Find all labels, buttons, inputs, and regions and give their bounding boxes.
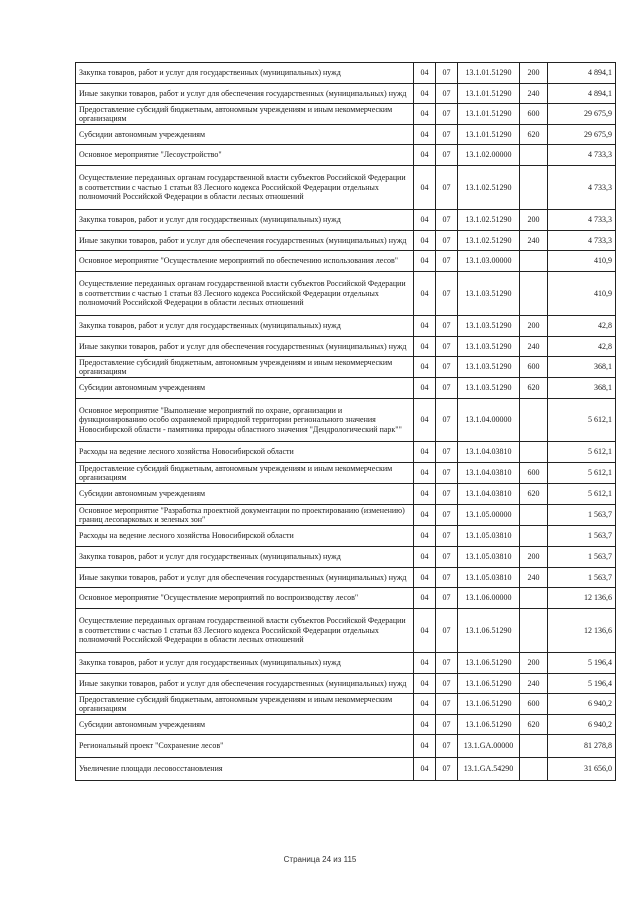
- section-code-cell: 04: [414, 104, 436, 125]
- expense-type-cell: 240: [520, 674, 548, 694]
- table-row: [76, 231, 616, 251]
- expense-name-cell: Закупка товаров, работ и услуг для государственных (муниципальных) нужд: [76, 210, 414, 231]
- expense-name-cell: Закупка товаров, работ и услуг для государственных (муниципальных) нужд: [76, 316, 414, 337]
- subsection-code-cell: 07: [436, 674, 458, 694]
- subsection-code-cell: 07: [436, 694, 458, 715]
- expense-type-cell: [520, 735, 548, 758]
- subsection-code-cell: 07: [436, 125, 458, 145]
- expense-type-cell: 600: [520, 463, 548, 484]
- target-article-cell: 13.1.01.51290: [458, 125, 520, 145]
- target-article-cell: 13.1.GA.00000: [458, 735, 520, 758]
- subsection-code-cell: 07: [436, 568, 458, 588]
- expense-name-cell: Иные закупки товаров, работ и услуг для обеспечения государственных (муниципальных) нужд: [76, 674, 414, 694]
- section-code-cell: 04: [414, 166, 436, 210]
- table-row: [76, 653, 616, 674]
- expense-type-cell: 200: [520, 653, 548, 674]
- section-code-cell: 04: [414, 442, 436, 463]
- target-article-cell: 13.1.05.00000: [458, 505, 520, 526]
- table-row: [76, 63, 616, 84]
- table-row: [76, 125, 616, 145]
- expense-name-cell: Закупка товаров, работ и услуг для государственных (муниципальных) нужд: [76, 547, 414, 568]
- expense-name-cell: Осуществление переданных органам государственной власти субъектов Российской Федерации в соответствии с частью 1 статьи 83 Лесного кодекса Российской Федерации отдельных полномочий Российской Федерации в области лесных отношений: [76, 166, 414, 210]
- amount-cell: 29 675,9: [548, 125, 616, 145]
- amount-cell: 42,8: [548, 337, 616, 357]
- expense-type-cell: 200: [520, 316, 548, 337]
- section-code-cell: 04: [414, 316, 436, 337]
- amount-cell: 42,8: [548, 316, 616, 337]
- expense-type-cell: [520, 166, 548, 210]
- expense-name-cell: Иные закупки товаров, работ и услуг для обеспечения государственных (муниципальных) нужд: [76, 231, 414, 251]
- section-code-cell: 04: [414, 653, 436, 674]
- section-code-cell: 04: [414, 210, 436, 231]
- section-code-cell: 04: [414, 125, 436, 145]
- table-row: [76, 210, 616, 231]
- subsection-code-cell: 07: [436, 337, 458, 357]
- subsection-code-cell: 07: [436, 758, 458, 781]
- expense-type-cell: 200: [520, 210, 548, 231]
- amount-cell: 4 733,3: [548, 166, 616, 210]
- table-row: [76, 145, 616, 166]
- expense-name-cell: Предоставление субсидий бюджетным, автономным учреждениям и иным некоммерческим организациям: [76, 463, 414, 484]
- section-code-cell: 04: [414, 337, 436, 357]
- expense-type-cell: 620: [520, 125, 548, 145]
- target-article-cell: 13.1.GA.54290: [458, 758, 520, 781]
- table-row: [76, 715, 616, 735]
- target-article-cell: 13.1.02.00000: [458, 145, 520, 166]
- amount-cell: 6 940,2: [548, 715, 616, 735]
- subsection-code-cell: 07: [436, 84, 458, 104]
- expense-name-cell: Субсидии автономным учреждениям: [76, 484, 414, 505]
- subsection-code-cell: 07: [436, 63, 458, 84]
- table-row: [76, 588, 616, 609]
- expense-name-cell: Основное мероприятие "Разработка проектной документации по проектированию (изменению) границ лесопарковых и зеленых зон": [76, 505, 414, 526]
- target-article-cell: 13.1.01.51290: [458, 63, 520, 84]
- amount-cell: 1 563,7: [548, 547, 616, 568]
- target-article-cell: 13.1.06.51290: [458, 609, 520, 653]
- subsection-code-cell: 07: [436, 166, 458, 210]
- section-code-cell: 04: [414, 251, 436, 272]
- amount-cell: 29 675,9: [548, 104, 616, 125]
- subsection-code-cell: 07: [436, 272, 458, 316]
- subsection-code-cell: 07: [436, 210, 458, 231]
- amount-cell: 5 612,1: [548, 399, 616, 442]
- subsection-code-cell: 07: [436, 526, 458, 547]
- expense-type-cell: 600: [520, 357, 548, 378]
- section-code-cell: 04: [414, 505, 436, 526]
- expense-type-cell: 240: [520, 231, 548, 251]
- expense-type-cell: 240: [520, 84, 548, 104]
- section-code-cell: 04: [414, 63, 436, 84]
- amount-cell: 4 733,3: [548, 231, 616, 251]
- amount-cell: 368,1: [548, 357, 616, 378]
- table-row: [76, 674, 616, 694]
- subsection-code-cell: 07: [436, 104, 458, 125]
- expense-type-cell: [520, 399, 548, 442]
- table-row: [76, 104, 616, 125]
- table-row: [76, 166, 616, 210]
- expense-name-cell: Иные закупки товаров, работ и услуг для обеспечения государственных (муниципальных) нужд: [76, 568, 414, 588]
- expense-name-cell: Осуществление переданных органам государственной власти субъектов Российской Федерации в соответствии с частью 1 статьи 83 Лесного кодекса Российской Федерации отдельных полномочий Российской Федерации в области лесных отношений: [76, 272, 414, 316]
- expense-type-cell: [520, 758, 548, 781]
- subsection-code-cell: 07: [436, 653, 458, 674]
- target-article-cell: 13.1.05.03810: [458, 526, 520, 547]
- budget-table-body: [76, 63, 616, 781]
- target-article-cell: 13.1.03.51290: [458, 337, 520, 357]
- target-article-cell: 13.1.03.51290: [458, 378, 520, 399]
- subsection-code-cell: 07: [436, 251, 458, 272]
- expense-name-cell: Расходы на ведение лесного хозяйства Новосибирской области: [76, 442, 414, 463]
- target-article-cell: 13.1.02.51290: [458, 231, 520, 251]
- subsection-code-cell: 07: [436, 463, 458, 484]
- section-code-cell: 04: [414, 588, 436, 609]
- section-code-cell: 04: [414, 526, 436, 547]
- expense-type-cell: [520, 526, 548, 547]
- subsection-code-cell: 07: [436, 316, 458, 337]
- subsection-code-cell: 07: [436, 588, 458, 609]
- expense-name-cell: Увеличение площади лесовосстановления: [76, 758, 414, 781]
- target-article-cell: 13.1.04.03810: [458, 463, 520, 484]
- amount-cell: 1 563,7: [548, 568, 616, 588]
- table-row: [76, 568, 616, 588]
- expense-name-cell: Закупка товаров, работ и услуг для государственных (муниципальных) нужд: [76, 653, 414, 674]
- target-article-cell: 13.1.06.51290: [458, 694, 520, 715]
- table-row: [76, 442, 616, 463]
- expense-type-cell: 620: [520, 484, 548, 505]
- table-row: [76, 251, 616, 272]
- target-article-cell: 13.1.03.51290: [458, 316, 520, 337]
- section-code-cell: 04: [414, 378, 436, 399]
- page-number: Страница 24 из 115: [283, 855, 357, 864]
- table-row: [76, 84, 616, 104]
- subsection-code-cell: 07: [436, 609, 458, 653]
- amount-cell: 6 940,2: [548, 694, 616, 715]
- target-article-cell: 13.1.04.03810: [458, 484, 520, 505]
- amount-cell: 5 612,1: [548, 442, 616, 463]
- subsection-code-cell: 07: [436, 715, 458, 735]
- subsection-code-cell: 07: [436, 145, 458, 166]
- target-article-cell: 13.1.03.00000: [458, 251, 520, 272]
- amount-cell: 5 612,1: [548, 463, 616, 484]
- subsection-code-cell: 07: [436, 484, 458, 505]
- target-article-cell: 13.1.06.51290: [458, 715, 520, 735]
- expense-name-cell: Основное мероприятие "Лесоустройство": [76, 145, 414, 166]
- expense-name-cell: Основное мероприятие "Осуществление мероприятий по обеспечению использования лесов": [76, 251, 414, 272]
- amount-cell: 5 196,4: [548, 674, 616, 694]
- table-row: [76, 463, 616, 484]
- subsection-code-cell: 07: [436, 231, 458, 251]
- target-article-cell: 13.1.02.51290: [458, 166, 520, 210]
- expense-name-cell: Предоставление субсидий бюджетным, автономным учреждениям и иным некоммерческим организациям: [76, 694, 414, 715]
- amount-cell: 4 894,1: [548, 84, 616, 104]
- amount-cell: 12 136,6: [548, 588, 616, 609]
- target-article-cell: 13.1.05.03810: [458, 568, 520, 588]
- expense-type-cell: 240: [520, 337, 548, 357]
- section-code-cell: 04: [414, 231, 436, 251]
- amount-cell: 4 733,3: [548, 210, 616, 231]
- expense-type-cell: 200: [520, 547, 548, 568]
- target-article-cell: 13.1.01.51290: [458, 104, 520, 125]
- section-code-cell: 04: [414, 484, 436, 505]
- target-article-cell: 13.1.03.51290: [458, 272, 520, 316]
- subsection-code-cell: 07: [436, 357, 458, 378]
- target-article-cell: 13.1.05.03810: [458, 547, 520, 568]
- section-code-cell: 04: [414, 272, 436, 316]
- expense-type-cell: [520, 442, 548, 463]
- expense-type-cell: 200: [520, 63, 548, 84]
- expense-name-cell: Основное мероприятие "Осуществление мероприятий по воспроизводству лесов": [76, 588, 414, 609]
- table-row: [76, 272, 616, 316]
- expense-name-cell: Осуществление переданных органам государственной власти субъектов Российской Федерации в соответствии с частью 1 статьи 83 Лесного кодекса Российской Федерации отдельных полномочий Российской Федерации в области лесных отношений: [76, 609, 414, 653]
- amount-cell: 1 563,7: [548, 505, 616, 526]
- section-code-cell: 04: [414, 735, 436, 758]
- budget-table: [75, 62, 616, 781]
- expense-type-cell: [520, 145, 548, 166]
- expense-type-cell: 600: [520, 104, 548, 125]
- expense-name-cell: Субсидии автономным учреждениям: [76, 378, 414, 399]
- table-row: [76, 735, 616, 758]
- target-article-cell: 13.1.04.00000: [458, 399, 520, 442]
- expense-name-cell: Иные закупки товаров, работ и услуг для обеспечения государственных (муниципальных) нужд: [76, 84, 414, 104]
- amount-cell: 410,9: [548, 272, 616, 316]
- subsection-code-cell: 07: [436, 547, 458, 568]
- table-row: [76, 378, 616, 399]
- table-row: [76, 316, 616, 337]
- section-code-cell: 04: [414, 609, 436, 653]
- expense-type-cell: [520, 251, 548, 272]
- table-row: [76, 526, 616, 547]
- amount-cell: 368,1: [548, 378, 616, 399]
- section-code-cell: 04: [414, 674, 436, 694]
- expense-type-cell: [520, 588, 548, 609]
- expense-type-cell: 620: [520, 378, 548, 399]
- expense-type-cell: [520, 505, 548, 526]
- target-article-cell: 13.1.04.03810: [458, 442, 520, 463]
- section-code-cell: 04: [414, 547, 436, 568]
- section-code-cell: 04: [414, 694, 436, 715]
- amount-cell: 5 196,4: [548, 653, 616, 674]
- target-article-cell: 13.1.02.51290: [458, 210, 520, 231]
- amount-cell: 5 612,1: [548, 484, 616, 505]
- table-row: [76, 399, 616, 442]
- expense-name-cell: Предоставление субсидий бюджетным, автономным учреждениям и иным некоммерческим организациям: [76, 357, 414, 378]
- expense-name-cell: Иные закупки товаров, работ и услуг для обеспечения государственных (муниципальных) нужд: [76, 337, 414, 357]
- target-article-cell: 13.1.06.51290: [458, 653, 520, 674]
- target-article-cell: 13.1.06.00000: [458, 588, 520, 609]
- amount-cell: 4 733,3: [548, 145, 616, 166]
- target-article-cell: 13.1.01.51290: [458, 84, 520, 104]
- table-row: [76, 694, 616, 715]
- table-row: [76, 758, 616, 781]
- section-code-cell: 04: [414, 84, 436, 104]
- section-code-cell: 04: [414, 758, 436, 781]
- section-code-cell: 04: [414, 399, 436, 442]
- target-article-cell: 13.1.03.51290: [458, 357, 520, 378]
- expense-type-cell: [520, 609, 548, 653]
- amount-cell: 31 656,0: [548, 758, 616, 781]
- subsection-code-cell: 07: [436, 378, 458, 399]
- amount-cell: 81 278,8: [548, 735, 616, 758]
- amount-cell: 410,9: [548, 251, 616, 272]
- expense-name-cell: Закупка товаров, работ и услуг для государственных (муниципальных) нужд: [76, 63, 414, 84]
- section-code-cell: 04: [414, 145, 436, 166]
- section-code-cell: 04: [414, 357, 436, 378]
- expense-type-cell: 600: [520, 694, 548, 715]
- table-row: [76, 609, 616, 653]
- expense-name-cell: Региональный проект "Сохранение лесов": [76, 735, 414, 758]
- expense-name-cell: Расходы на ведение лесного хозяйства Новосибирской области: [76, 526, 414, 547]
- expense-name-cell: Субсидии автономным учреждениям: [76, 715, 414, 735]
- section-code-cell: 04: [414, 568, 436, 588]
- expense-type-cell: 620: [520, 715, 548, 735]
- section-code-cell: 04: [414, 463, 436, 484]
- table-row: [76, 505, 616, 526]
- table-row: [76, 547, 616, 568]
- target-article-cell: 13.1.06.51290: [458, 674, 520, 694]
- amount-cell: 1 563,7: [548, 526, 616, 547]
- table-row: [76, 484, 616, 505]
- section-code-cell: 04: [414, 715, 436, 735]
- amount-cell: 4 894,1: [548, 63, 616, 84]
- expense-name-cell: Предоставление субсидий бюджетным, автономным учреждениям и иным некоммерческим организациям: [76, 104, 414, 125]
- subsection-code-cell: 07: [436, 442, 458, 463]
- expense-name-cell: Основное мероприятие "Выполнение мероприятий по охране, организации и функционированию особо охраняемой природной территории регионального значения Новосибирской области - памятника природы областного значения "Дендрологический парк"": [76, 399, 414, 442]
- table-row: [76, 357, 616, 378]
- subsection-code-cell: 07: [436, 399, 458, 442]
- expense-name-cell: Субсидии автономным учреждениям: [76, 125, 414, 145]
- subsection-code-cell: 07: [436, 505, 458, 526]
- expense-type-cell: 240: [520, 568, 548, 588]
- subsection-code-cell: 07: [436, 735, 458, 758]
- table-row: [76, 337, 616, 357]
- amount-cell: 12 136,6: [548, 609, 616, 653]
- expense-type-cell: [520, 272, 548, 316]
